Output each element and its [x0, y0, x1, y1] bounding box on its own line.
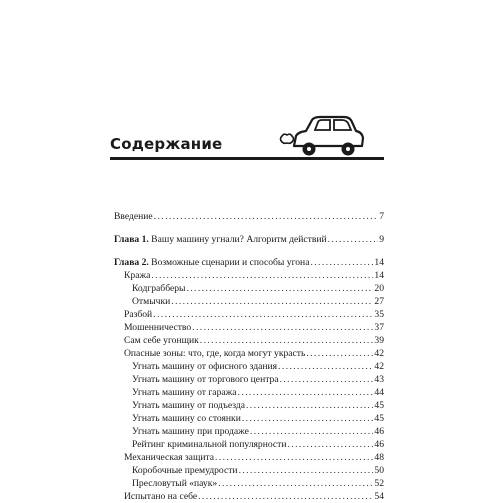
toc-entry-page: 27 [374, 296, 384, 307]
leader-dots [186, 282, 373, 295]
leader-dots [200, 334, 374, 347]
toc-entry-page: 44 [374, 387, 384, 398]
toc-entry[interactable] [110, 256, 384, 269]
toc-entry-label: Опасные зоны: что, где, когда могут украсть [124, 348, 306, 359]
leader-dots [218, 477, 373, 490]
page-title: Содержание [110, 135, 223, 153]
toc-entry-page: 46 [374, 426, 384, 437]
toc-entry-label: Кража [124, 270, 151, 281]
leader-dots [192, 321, 373, 334]
toc-entry-label: Пресловутый «паук» [132, 478, 218, 489]
car-icon [278, 112, 366, 162]
toc-entry-page: 42 [374, 348, 384, 359]
toc-entry-label: Угнать машину со стоянки [132, 413, 241, 424]
toc-entry-page: 39 [374, 335, 384, 346]
toc-entry[interactable] [110, 321, 384, 334]
toc-entry[interactable] [110, 438, 384, 451]
toc-entry[interactable] [110, 210, 384, 223]
toc-entry[interactable] [110, 451, 384, 464]
toc-entry[interactable] [110, 233, 384, 246]
toc-entry-page: 52 [374, 478, 384, 489]
toc-entry[interactable] [110, 386, 384, 399]
toc-entry-label: Глава 1. Вашу машину угнали? Алгоритм действий [114, 234, 327, 245]
toc-entry-page: 42 [374, 361, 384, 372]
toc-entry[interactable] [110, 490, 384, 503]
table-of-contents [110, 210, 384, 503]
toc-entry-label: Угнать машину от подъезда [132, 400, 245, 411]
leader-dots [306, 347, 373, 360]
toc-entry-label: Коробочные премудрости [132, 465, 238, 476]
toc-entry-label: Сам себе угонщик [124, 335, 199, 346]
toc-entry-label: Кодграбберы [132, 283, 186, 294]
leader-dots [198, 490, 373, 503]
toc-entry[interactable] [110, 464, 384, 477]
leader-dots [310, 256, 373, 269]
toc-entry-label: Механическая защита [124, 452, 215, 463]
toc-entry-page: 7 [379, 211, 384, 222]
leader-dots [239, 464, 374, 477]
toc-entry-page: 46 [374, 439, 384, 450]
toc-entry[interactable] [110, 425, 384, 438]
toc-entry[interactable] [110, 334, 384, 347]
leader-dots [328, 233, 379, 246]
toc-entry-label: Введение [114, 211, 153, 222]
toc-entry[interactable] [110, 399, 384, 412]
toc-entry[interactable] [110, 412, 384, 425]
toc-entry-label: Разбой [124, 309, 153, 320]
toc-entry-label: Глава 2. Возможные сценарии и способы угона [114, 257, 310, 268]
toc-entry-page: 54 [374, 491, 384, 502]
toc-entry-label: Угнать машину от гаража [132, 387, 237, 398]
chapter-number: Глава 1. [114, 234, 149, 245]
toc-entry[interactable] [110, 308, 384, 321]
leader-dots [250, 425, 373, 438]
leader-dots [238, 386, 374, 399]
toc-entry[interactable] [110, 282, 384, 295]
leader-dots [171, 295, 373, 308]
toc-entry-page: 45 [374, 400, 384, 411]
toc-entry-page: 43 [374, 374, 384, 385]
toc-entry[interactable] [110, 373, 384, 386]
toc-entry-label: Испытано на себе [124, 491, 198, 502]
toc-entry[interactable] [110, 295, 384, 308]
toc-entry-label: Угнать машину от офисного здания [132, 361, 278, 372]
toc-entry-label: Отмычки [132, 296, 171, 307]
leader-dots [153, 308, 373, 321]
leader-dots [154, 210, 379, 223]
toc-entry-page: 35 [374, 309, 384, 320]
leader-dots [280, 373, 374, 386]
chapter-number: Глава 2. [114, 257, 149, 268]
toc-entry-page: 14 [374, 270, 384, 281]
toc-entry[interactable] [110, 360, 384, 373]
toc-entry-label: Угнать машину от торгового центра [132, 374, 279, 385]
toc-entry-label: Рейтинг криминальной популярности [132, 439, 287, 450]
toc-entry-page: 45 [374, 413, 384, 424]
toc-entry-label: Мошенничество [124, 322, 192, 333]
leader-dots [151, 269, 373, 282]
toc-entry-page: 48 [374, 452, 384, 463]
leader-dots [242, 412, 374, 425]
toc-entry[interactable] [110, 477, 384, 490]
toc-entry-page: 50 [374, 465, 384, 476]
toc-entry-label: Угнать машину при продаже [132, 426, 249, 437]
leader-dots [246, 399, 373, 412]
leader-dots [215, 451, 373, 464]
leader-dots [288, 438, 374, 451]
leader-dots [278, 360, 373, 373]
toc-entry-page: 9 [379, 234, 384, 245]
toc-entry-page: 20 [374, 283, 384, 294]
toc-entry[interactable] [110, 269, 384, 282]
heading-rule [110, 157, 384, 160]
toc-entry-page: 14 [374, 257, 384, 268]
toc-entry[interactable] [110, 347, 384, 360]
toc-entry-page: 37 [374, 322, 384, 333]
